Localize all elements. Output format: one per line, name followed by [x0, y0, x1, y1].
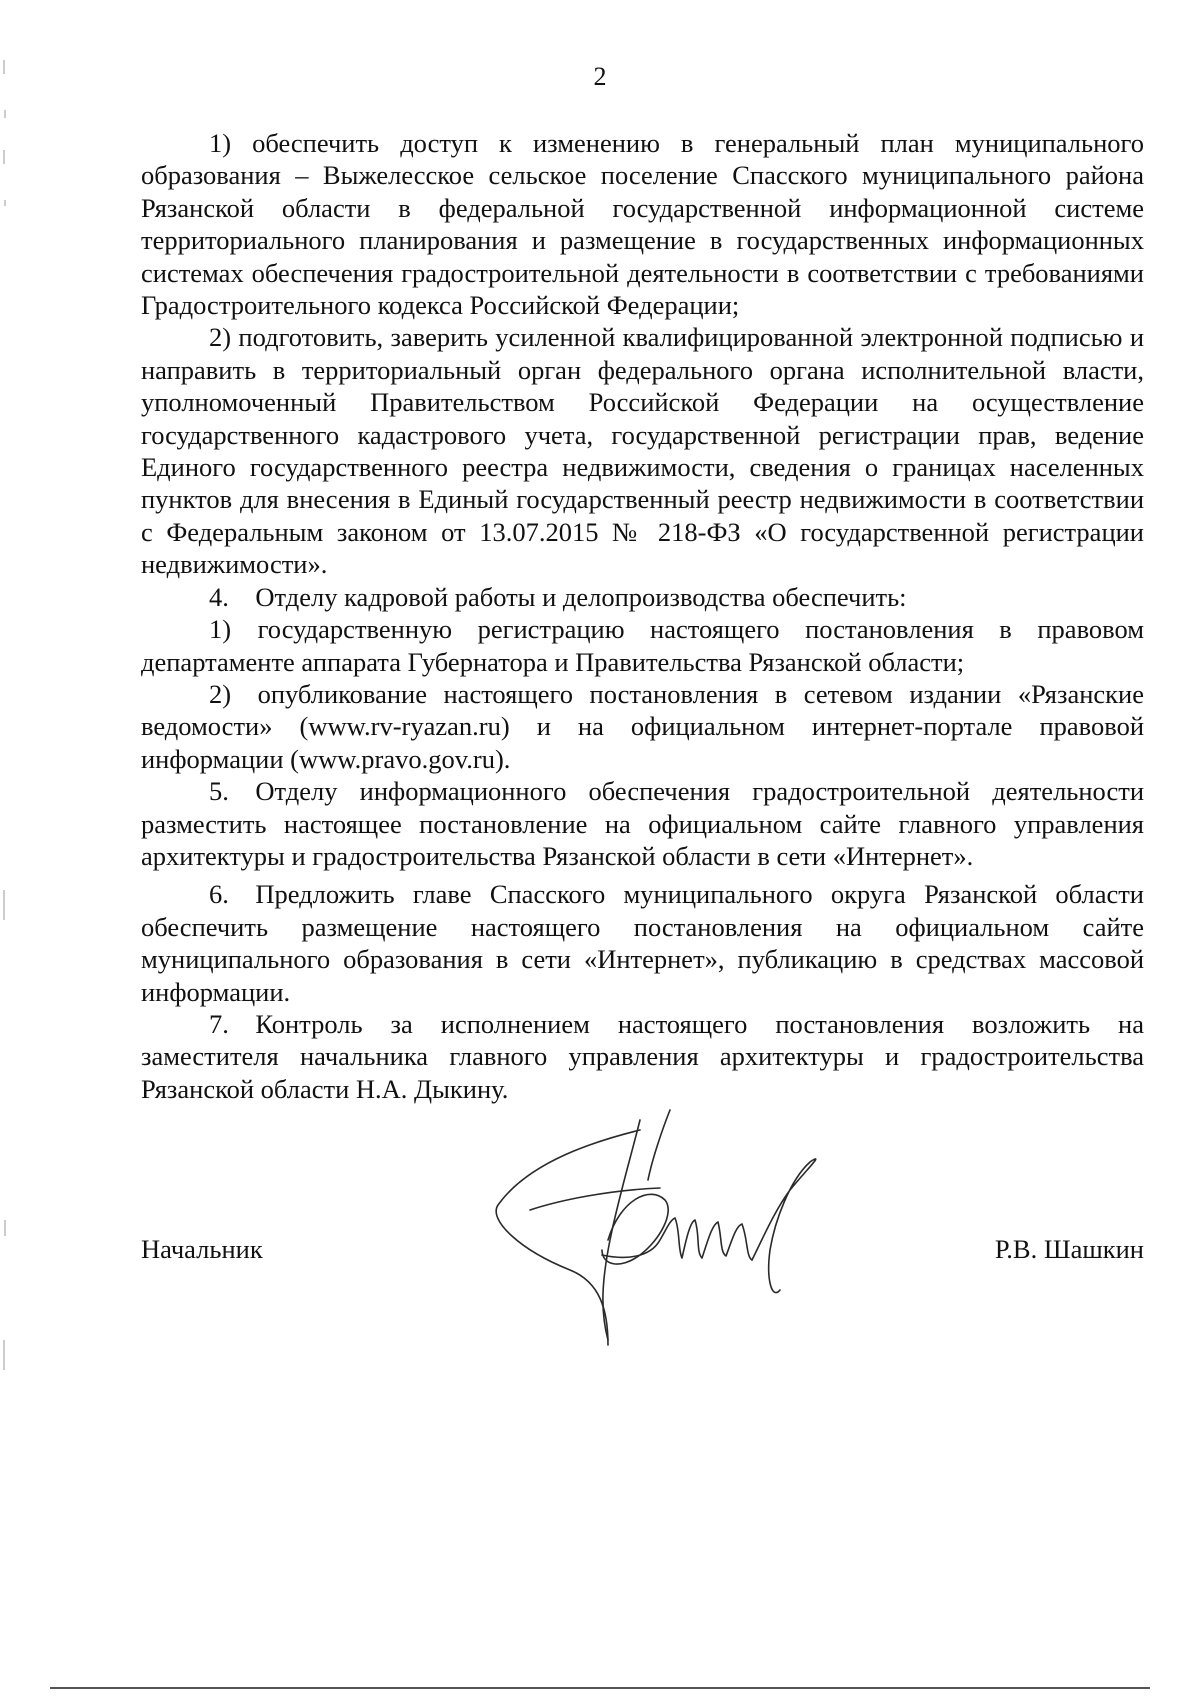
paragraph-section-6: 6. Предложить главе Спасского муниципального округа Рязанской области обеспечить размещение настоящего постановления на официальном сайте муниципального образования в сети «Интернет», публикацию в средствах массовой информации. — [141, 879, 1144, 1007]
paragraph-section-7: 7. Контроль за исполнением настоящего постановления возложить на заместителя начальника главного управления архитектуры и градостроительства Рязанской области Н.А. Дыкину. — [141, 1008, 1144, 1104]
paragraph-section-4: 4. Отделу кадровой работы и делопроизводства обеспечить: — [209, 581, 907, 612]
page-number: 2 — [593, 62, 607, 91]
signer-title: Начальник — [141, 1234, 263, 1264]
scan-bottom-edge — [50, 1687, 1150, 1689]
paragraph-section-5: 5. Отделу информационного обеспечения градостроительной деятельности разместить настоящее постановление на официальном сайте главного управления архитектуры и градостроительства Рязанской области в сети «Интернет». — [141, 776, 1144, 871]
scan-edge-marks — [2, 40, 8, 1640]
paragraph-section-4-item-1: 1) государственную регистрацию настоящего постановления в правовом департаменте аппарата Губернатора и Правительства Рязанской области; — [141, 614, 1144, 677]
paragraph-section-4-item-2: 2) опубликование настоящего постановления в сетевом издании «Рязанские ведомости» (www.rv-ryazan.ru) и на официальном интернет-портале правовой информации (www.pravo.gov.ru). — [141, 678, 1144, 774]
paragraph-item-1: 1) обеспечить доступ к изменению в генеральный план муниципального образования – Выжелесское сельское поселение Спасского муниципального района Рязанской области в федеральной государственной информационной системе территориального планирования и размещение в государственных информационных системах обеспечения градостроительной деятельности в соответствии с требованиями Градостроительного кодекса Российской Федерации; — [141, 128, 1144, 321]
document-body — [141, 127, 1144, 1105]
paragraph-item-2: 2) подготовить, заверить усиленной квалифицированной электронной подписью и направить в территориальный орган федерального органа исполнительной власти, уполномоченный Правительством Российской Федерации на осуществление государственного кадастрового учета, государственной регистрации прав, ведение Единого государственного реестра недвижимости, сведения о границах населенных пунктов для внесения в Единый государственный реестр недвижимости в соответствии с Федеральным законом от 13.07.2015 № 218-ФЗ «О государственной регистрации недвижимости». — [141, 322, 1144, 580]
signer-name: Р.В. Шашкин — [994, 1234, 1144, 1264]
signature-row — [141, 1233, 1144, 1265]
